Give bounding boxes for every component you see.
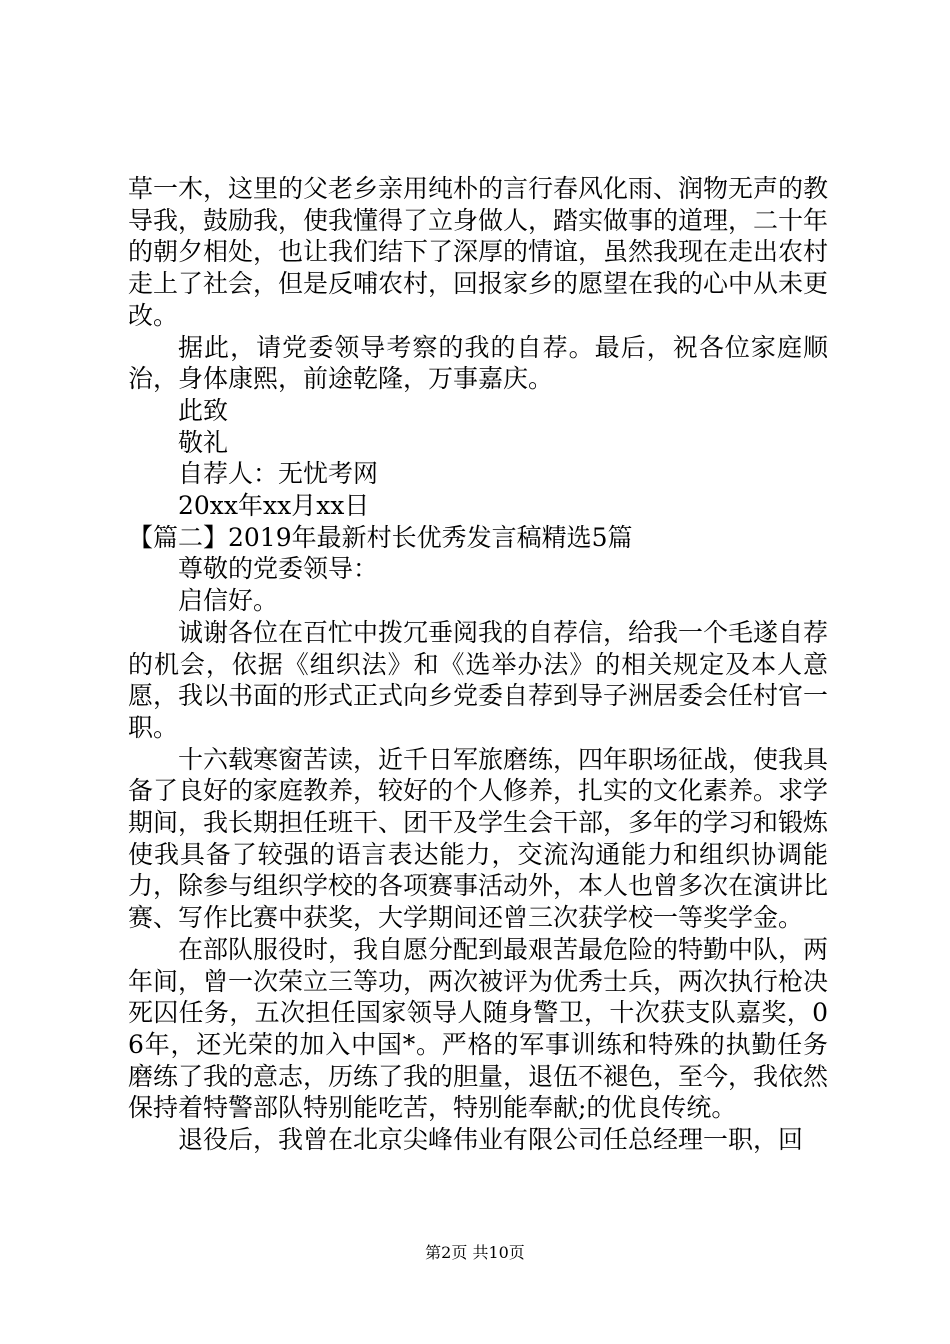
paragraph-recommendation: 据此，请党委领导考察的我的自荐。最后，祝各位家庭顺治，身体康熙，前途乾隆，万事嘉庆。 bbox=[128, 332, 828, 394]
paragraph-career: 退役后，我曾在北京尖峰伟业有限公司任总经理一职，回 bbox=[178, 1125, 804, 1155]
paragraph-education: 十六载寒窗苦读，近千日军旅磨练，四年职场征战，使我具备了良好的家庭教养，较好的个人修养，扎实的文化素养。求学期间，我长期担任班干、团干及学生会干部，多年的学习和锻炼使我具备了较强的语言表达能力，交流沟通能力和组织协调能力，除参与组织学校的各项赛事活动外，本人也曾多次在演讲比赛、写作比赛中获奖，大学期间还曾三次获学校一等奖学金。 bbox=[128, 744, 829, 933]
section-heading: 【篇二】2019年最新村长优秀发言稿精选5篇 bbox=[128, 522, 633, 552]
closing-respect: 敬礼 bbox=[178, 427, 229, 457]
closing-salutation: 此致 bbox=[178, 395, 229, 425]
paragraph-military: 在部队服役时，我自愿分配到最艰苦最危险的特勤中队，两年间，曾一次荣立三等功，两次被评为优秀士兵，两次执行枪决死囚任务，五次担任国家领导人随身警卫，十次获支队嘉奖，06年，还光荣的加入中国*。严格的军事训练和特殊的执勤任务磨练了我的意志，历练了我的胆量，退伍不褪色，至今，我依然保持着特警部队特别能吃苦，特别能奉献;的优良传统。 bbox=[128, 934, 829, 1123]
paragraph-intro: 诚谢各位在百忙中拨冗垂阅我的自荐信，给我一个毛遂自荐的机会，依据《组织法》和《选举办法》的相关规定及本人意愿，我以书面的形式正式向乡党委自荐到导子洲居委会任村官一职。 bbox=[128, 617, 829, 742]
signature-line: 自荐人：无忧考网 bbox=[178, 459, 379, 489]
greeting-line: 尊敬的党委领导： bbox=[178, 554, 379, 584]
page-number: 第2页 共10页 bbox=[425, 1243, 525, 1262]
document-body bbox=[128, 173, 828, 1156]
greeting-opening: 启信好。 bbox=[178, 586, 279, 616]
date-line: 20xx年xx月xx日 bbox=[178, 491, 370, 521]
paragraph-continuation: 草一木，这里的父老乡亲用纯朴的言行春风化雨、润物无声的教导我，鼓励我，使我懂得了立身做人，踏实做事的道理，二十年的朝夕相处，也让我们结下了深厚的情谊，虽然我现在走出农村走上了社会，但是反哺农村，回报家乡的愿望在我的心中从未更改。 bbox=[128, 174, 829, 330]
